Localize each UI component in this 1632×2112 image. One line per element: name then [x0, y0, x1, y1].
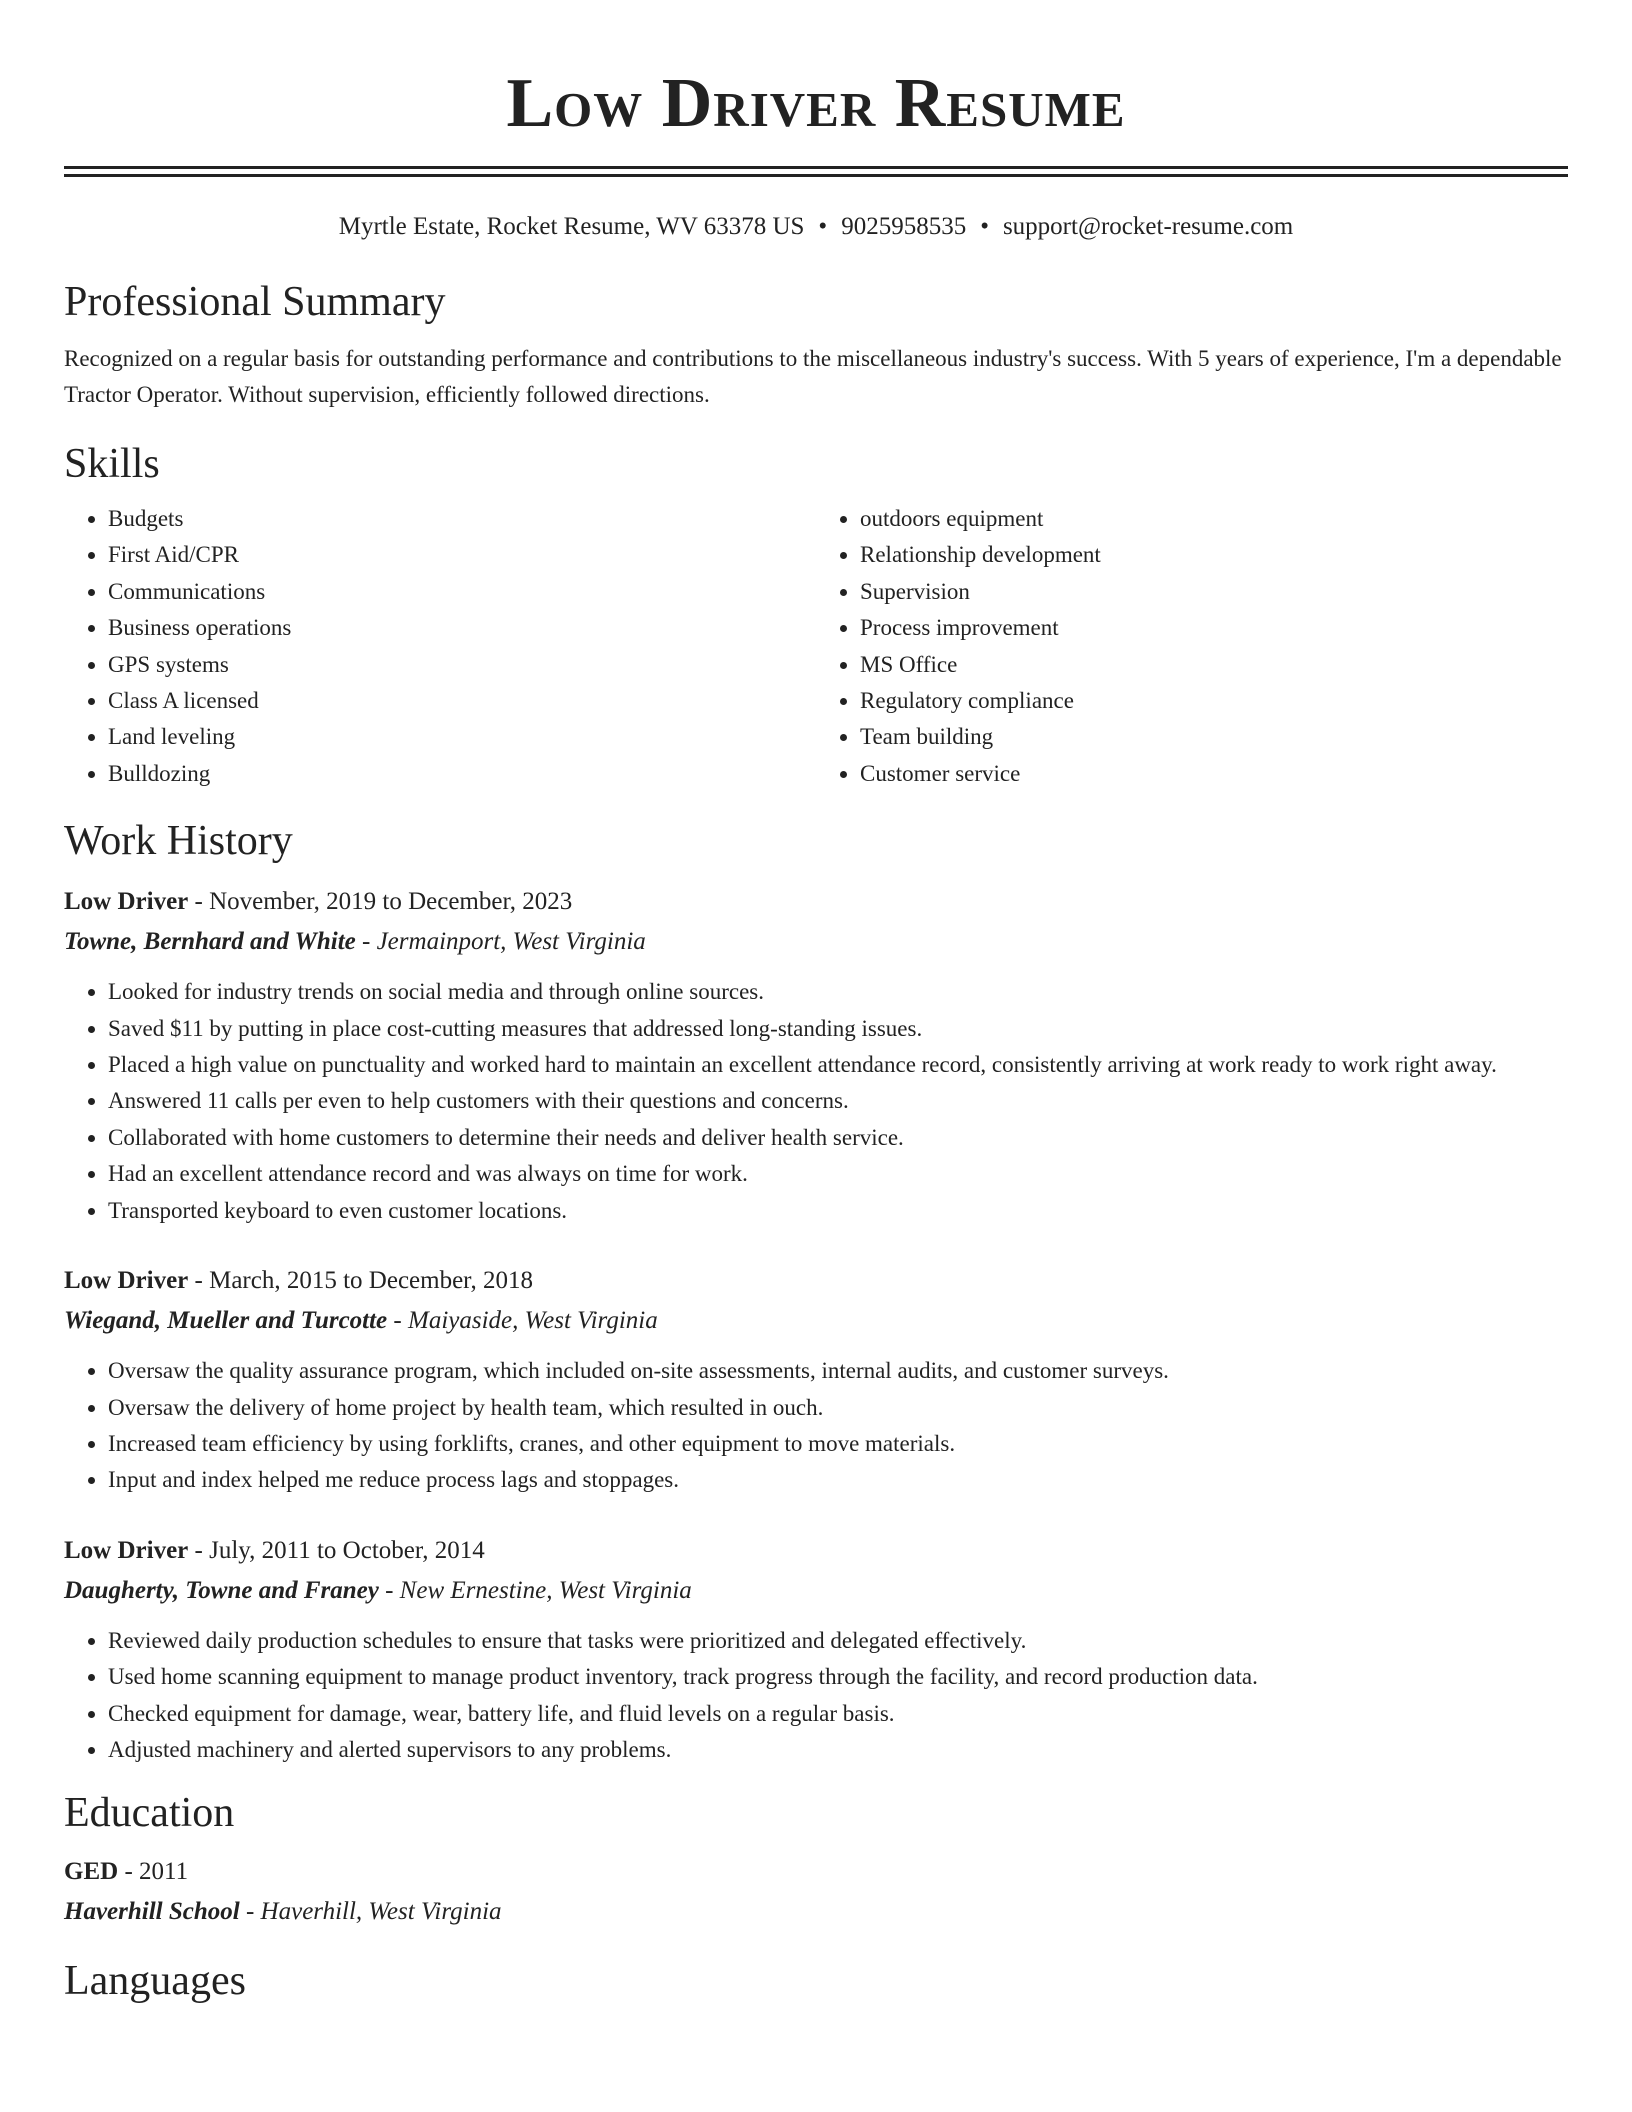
job-bullet: • Oversaw the delivery of home project by health team, which resulted in ouch.: [108, 1390, 1568, 1426]
job-role: Low Driver: [64, 1536, 189, 1564]
skill-item: • Business operations: [108, 610, 816, 646]
education-entry: [64, 1852, 1568, 1932]
education-location: - Haverhill, West Virginia: [239, 1898, 502, 1926]
skill-item: • Land leveling: [108, 719, 816, 755]
job-bullet: • Transported keyboard to even customer locations.: [108, 1193, 1568, 1229]
section-title-skills: Skills: [64, 441, 160, 487]
skill-item: • First Aid/CPR: [108, 537, 816, 573]
job-bullet: • Checked equipment for damage, wear, battery life, and fluid levels on a regular basis.: [108, 1696, 1568, 1732]
contact-separator: •: [818, 213, 828, 240]
skill-item: • Class A licensed: [108, 683, 816, 719]
skill-item: • Bulldozing: [108, 756, 816, 792]
skill-item: • MS Office: [860, 647, 1568, 683]
job-location: - New Ernestine, West Virginia: [378, 1576, 692, 1604]
skill-item: • GPS systems: [108, 647, 816, 683]
section-title-education: Education: [64, 1790, 235, 1837]
job-location: - Jermainport, West Virginia: [355, 928, 646, 956]
contact-separator: •: [980, 213, 989, 240]
contact-address: Myrtle Estate, Rocket Resume, WV 63378 US: [338, 213, 805, 240]
job-company: Daugherty, Towne and Franey: [64, 1576, 379, 1604]
education-school-line: [64, 1892, 1568, 1932]
skill-item: • Budgets: [108, 501, 816, 537]
job-dates: - November, 2019 to December, 2023: [188, 888, 573, 916]
section-title-summary: Professional Summary: [64, 279, 446, 325]
skill-item: • Communications: [108, 574, 816, 610]
job-bullets: [64, 974, 1568, 1229]
header-double-rule: [64, 166, 1568, 177]
job-heading: [64, 882, 1568, 922]
job-bullet: • Placed a high value on punctuality and worked hard to maintain an excellent attendance record, consistently arriving at work ready to work right away.: [108, 1047, 1568, 1083]
job-entry: [64, 1531, 1568, 1769]
job-employer: [64, 922, 1568, 962]
job-bullet: • Reviewed daily production schedules to ensure that tasks were prioritized and delegated effectively.: [108, 1623, 1568, 1659]
job-bullets: [64, 1353, 1568, 1499]
skill-item: • Supervision: [860, 574, 1568, 610]
job-bullet: • Oversaw the quality assurance program, which included on-site assessments, internal audits, and customer surveys.: [108, 1353, 1568, 1389]
skill-item: • Customer service: [860, 756, 1568, 792]
skills-list-right: [816, 501, 1568, 792]
contact-email: support@rocket-resume.com: [1002, 213, 1294, 240]
job-company: Wiegand, Mueller and Turcotte: [64, 1307, 388, 1335]
job-bullet: • Looked for industry trends on social media and through online sources.: [108, 974, 1568, 1010]
contact-line: [64, 209, 1568, 245]
skill-item: • Process improvement: [860, 610, 1568, 646]
skill-item: • Relationship development: [860, 537, 1568, 573]
skill-item: • outdoors equipment: [860, 501, 1568, 537]
job-bullet: • Had an excellent attendance record and was always on time for work.: [108, 1156, 1568, 1192]
education-school: Haverhill School: [64, 1898, 240, 1926]
job-bullet: • Saved $11 by putting in place cost-cutting measures that addressed long-standing issues.: [108, 1011, 1568, 1047]
job-bullet: • Increased team efficiency by using forklifts, cranes, and other equipment to move materials.: [108, 1426, 1568, 1462]
education-degree: GED: [64, 1858, 119, 1886]
skills-columns: [64, 501, 1568, 792]
job-bullet: • Used home scanning equipment to manage product inventory, track progress through the facility, and record production data.: [108, 1659, 1568, 1695]
job-bullet: • Collaborated with home customers to determine their needs and deliver health service.: [108, 1120, 1568, 1156]
job-role: Low Driver: [64, 1267, 189, 1295]
job-heading: [64, 1531, 1568, 1571]
job-entry: [64, 882, 1568, 1229]
job-employer: [64, 1301, 1568, 1341]
job-heading: [64, 1261, 1568, 1301]
education-year: - 2011: [118, 1858, 189, 1886]
summary-text: Recognized on a regular basis for outstanding performance and contributions to the miscellaneous industry's success. With 5 years of experience, I'm a dependable Tractor Operator. Without supervision, efficiently followed directions.: [64, 346, 1562, 407]
job-bullets: [64, 1623, 1568, 1769]
job-bullet: • Adjusted machinery and alerted supervisors to any problems.: [108, 1732, 1568, 1768]
skill-item: • Team building: [860, 719, 1568, 755]
skills-list-left: [64, 501, 816, 792]
contact-phone: 9025958535: [841, 213, 967, 240]
resume-name: Low Driver Resume: [506, 65, 1126, 142]
job-bullet: • Answered 11 calls per even to help customers with their questions and concerns.: [108, 1083, 1568, 1119]
job-role: Low Driver: [64, 888, 189, 916]
job-dates: - March, 2015 to December, 2018: [188, 1267, 534, 1295]
section-title-work-history: Work History: [64, 818, 293, 865]
job-location: - Maiyaside, West Virginia: [387, 1307, 658, 1335]
job-dates: - July, 2011 to October, 2014: [188, 1536, 485, 1564]
job-employer: [64, 1571, 1568, 1611]
education-heading: [64, 1852, 1568, 1892]
skill-item: • Regulatory compliance: [860, 683, 1568, 719]
job-entry: [64, 1261, 1568, 1499]
job-company: Towne, Bernhard and White: [64, 928, 356, 956]
job-bullet: • Input and index helped me reduce process lags and stoppages.: [108, 1462, 1568, 1498]
section-title-languages: Languages: [64, 1958, 246, 2005]
